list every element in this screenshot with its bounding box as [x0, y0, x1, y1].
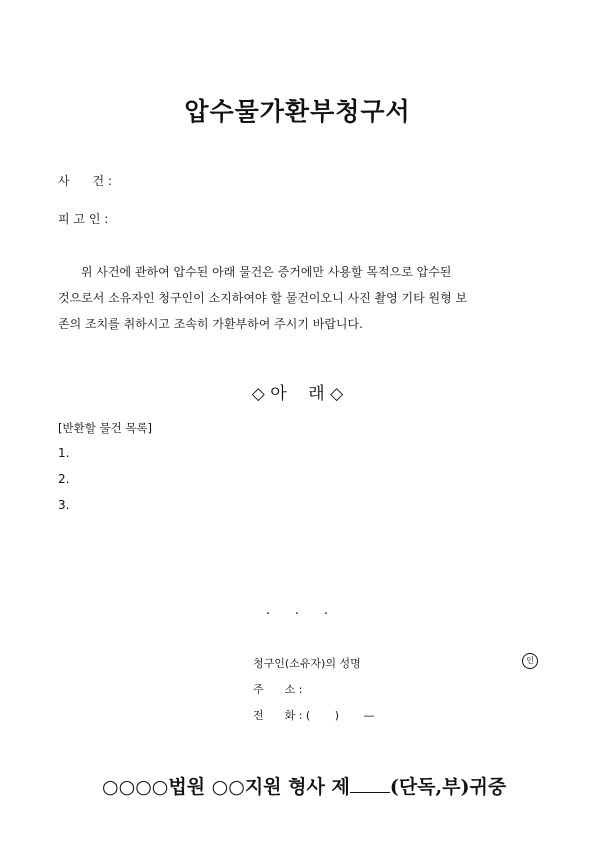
list-item: 1. — [58, 446, 70, 460]
seal-mark: 인 — [522, 653, 538, 669]
body-line-1: 위 사건에 관하여 압수된 아래 물건은 증거에만 사용할 목적으로 압수된 — [58, 265, 452, 279]
list-item: 2. — [58, 472, 70, 486]
case-number-blank — [350, 774, 390, 793]
phone-label: 전 화 : ( ) — — [253, 709, 375, 722]
section-heading: ◇ 아 래 ◇ — [251, 384, 344, 404]
document-title: 압수물가환부청구서 — [184, 97, 411, 126]
items-list-title: [반환할 물건 목록] — [58, 421, 153, 435]
body-line-2: 것으로서 소유자인 청구인이 소지하여야 할 물건이오니 사진 촬영 기타 원형 보 — [58, 291, 468, 305]
list-item: 3. — [58, 498, 70, 512]
defendant-field-label: 피 고 인 : — [58, 212, 109, 226]
address-label: 주 소 : — [253, 683, 303, 696]
case-field-label: 사 건 : — [58, 174, 112, 188]
claimant-name-label: 청구인(소유자)의 성명 — [253, 657, 361, 670]
footer-suffix: (단독,부)귀중 — [389, 776, 507, 798]
addressee-footer — [0, 750, 595, 799]
body-line-3: 존의 조치를 취하시고 조속히 가환부하여 주시기 바랍니다. — [58, 317, 363, 331]
date-placeholder: . . . — [266, 603, 328, 618]
footer-prefix: ○○○○법원 ○○지원 형사 제 — [102, 776, 350, 798]
